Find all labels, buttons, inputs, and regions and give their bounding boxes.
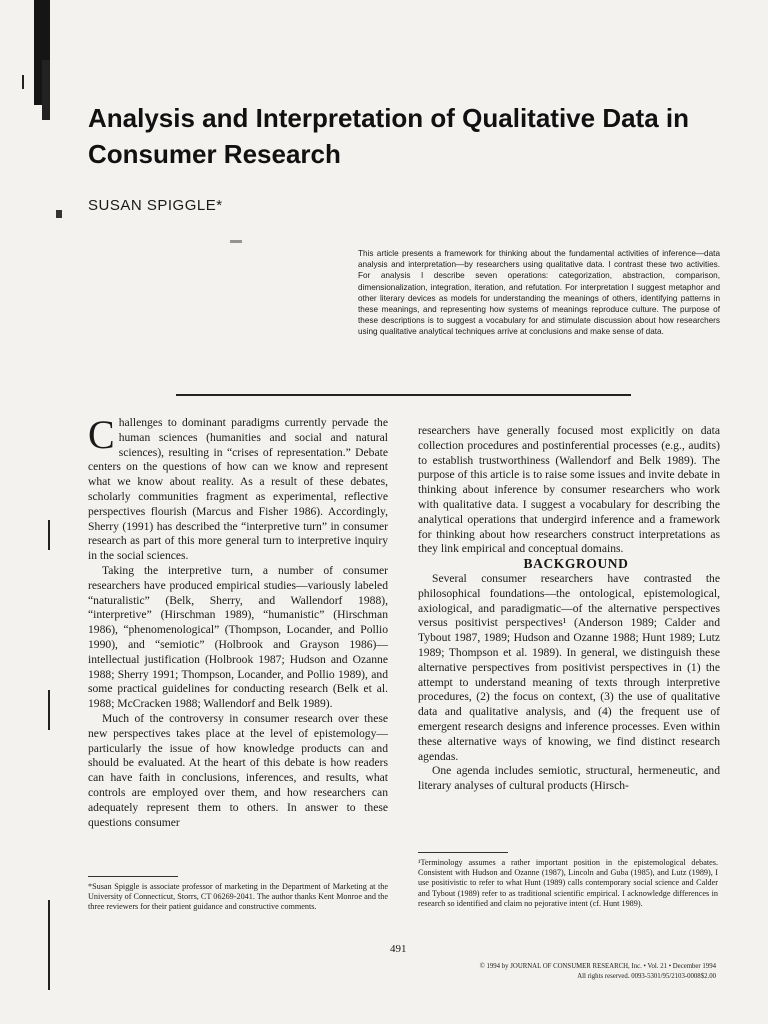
body-paragraph — [88, 412, 388, 564]
scan-mark — [230, 240, 242, 243]
body-column-right — [418, 424, 720, 794]
page-number: 491 — [390, 943, 407, 955]
article-title: Analysis and Interpretation of Qualitative Data in Consumer Research — [88, 103, 690, 169]
scan-mark — [56, 210, 62, 218]
body-paragraph: researchers have generally focused most explicitly on data collection procedures and postinferential processes (e.g., audits) to establish trustworthiness (Wallendorf and Belk 1989). The purpose of this article is to raise some issues and invite debate in thinking about inference by consumer researchers who work with qualitative data. I suggest a vocabulary for describing the analytical operations that undergird inference and a framework for thinking about how researchers construct interpretations as they link empirical and conceptual domains. — [418, 424, 720, 556]
body-paragraph: Several consumer researchers have contrasted the philosophical foundations—the ontological, epistemological, axiological, and paradigmatic—of the alternative perspectives versus positivist perspectives¹ (Anderson 1989; Calder and Tybout 1987, 1989; Hudson and Ozanne 1988; Hunt 1989; Lutz 1989; Thompson et al. 1989). In general, we distinguish these alternative perspectives from positivist perspectives in (1) the attempt to understand meaning of texts through interpretive procedures, (2) the focus on context, (3) the use of qualitative data and qualitative analysis, and (4) the frequent use of emergent research designs and inference processes. Even within these alternative ways of knowing, we find distinct research agendas. — [418, 571, 720, 763]
drop-cap: C — [88, 412, 115, 457]
copyright-line: © 1994 by JOURNAL OF CONSUMER RESEARCH, Inc. • Vol. 21 • December 1994 — [479, 963, 716, 970]
footnote-author: *Susan Spiggle is associate professor of marketing in the Department of Marketing at the University of Connecticut, Storrs, CT 06269-2041. The author thanks Kent Monroe and the three reviewers for their patient guidance and constructive comments. — [88, 882, 388, 912]
copyright-notice — [376, 962, 716, 981]
scan-mark — [48, 690, 50, 730]
scan-mark — [22, 75, 24, 89]
body-paragraph: Much of the controversy in consumer research over these new perspectives takes place at the level of epistemology—particularly the issue of how knowledge products can and should be evaluated. At the heart of this debate is how readers can have faith in conclusions, inferences, and results, what controls are employed over them, and how researchers can adequately represent them to others. In answer to these questions consumer — [88, 711, 388, 829]
scan-mark — [48, 520, 50, 550]
paragraph-text: hallenges to dominant paradigms currently pervade the human sciences (humanities and social and natural sciences), resulting in “crises of representation.” Debate centers on the questions of how can we know and represent what we know about reality. As a result of these debates, scholarly communities fragment as experimental, reflective perspectives flourish (Marcus and Fisher 1986). Accordingly, Sherry (1991) has described the “interpretive turn” in consumer research as part of this more general turn to interpretive inquiry in the social sciences. — [88, 416, 388, 563]
section-divider — [176, 394, 631, 396]
footnote-terminology: ¹Terminology assumes a rather important position in the epistemological debates. Consistent with Hudson and Ozanne (1987), Lincoln and Guba (1985), and Lutz (1989), I use positivistic to refer to what Hunt (1989) calls contemporary social science and Calder and Tybout (1989) refer to as traditional scientific empirical. I acknowledge differences in research so identified and claim no pejorative intent (cf. Hunt 1989). — [418, 858, 718, 908]
section-heading-background: BACKGROUND — [523, 556, 629, 572]
footnote-divider — [88, 876, 178, 877]
body-column-left — [88, 412, 388, 830]
body-paragraph: One agenda includes semiotic, structural, hermeneutic, and literary analyses of cultural products (Hirsch- — [418, 764, 720, 793]
article-author: SUSAN SPIGGLE* — [88, 197, 223, 214]
body-paragraph: Taking the interpretive turn, a number of consumer researchers have produced empirical studies—variously labeled “naturalistic” (Belk, Sherry, and Wallendorf 1988), “interpretive” (Hirschman 1989), “humanistic” (Hirschman 1986), “phenomenological” (Thompson, Locander, and Pollio 1990), and “semiotic” (Holbrook and Grayson 1986)—intellectual justification (Holbrook 1987; Hudson and Ozanne 1988; Sherry 1991; Thompson, Locander, and Pollio 1989), and some practical guidelines for conducting research (Belk et al. 1988; McCracken 1988; Wallendorf and Belk 1989). — [88, 563, 388, 711]
article-abstract: This article presents a framework for thinking about the fundamental activities of inference—data analysis and interpretation—by researchers using qualitative data. I contrast these two activities. For analysis I describe seven operations: categorization, abstraction, comparison, dimensionalization, integration, iteration, and refutation. For interpretation I suggest metaphor and other literary devices as models for understanding the meanings of others, identifying patterns in these meanings, and representing how systems of meanings reproduce culture. The purpose of these descriptions is to suggest a vocabulary for and stimulate discussion about how researchers using qualitative analytical techniques arrive at conclusions and make sense of data. — [358, 249, 720, 337]
scan-mark — [48, 900, 50, 990]
footnote-divider — [418, 852, 508, 853]
copyright-line: All rights reserved. 0093-5301/95/2103-0008$2.00 — [577, 972, 716, 980]
scan-shadow-edge — [42, 60, 50, 120]
